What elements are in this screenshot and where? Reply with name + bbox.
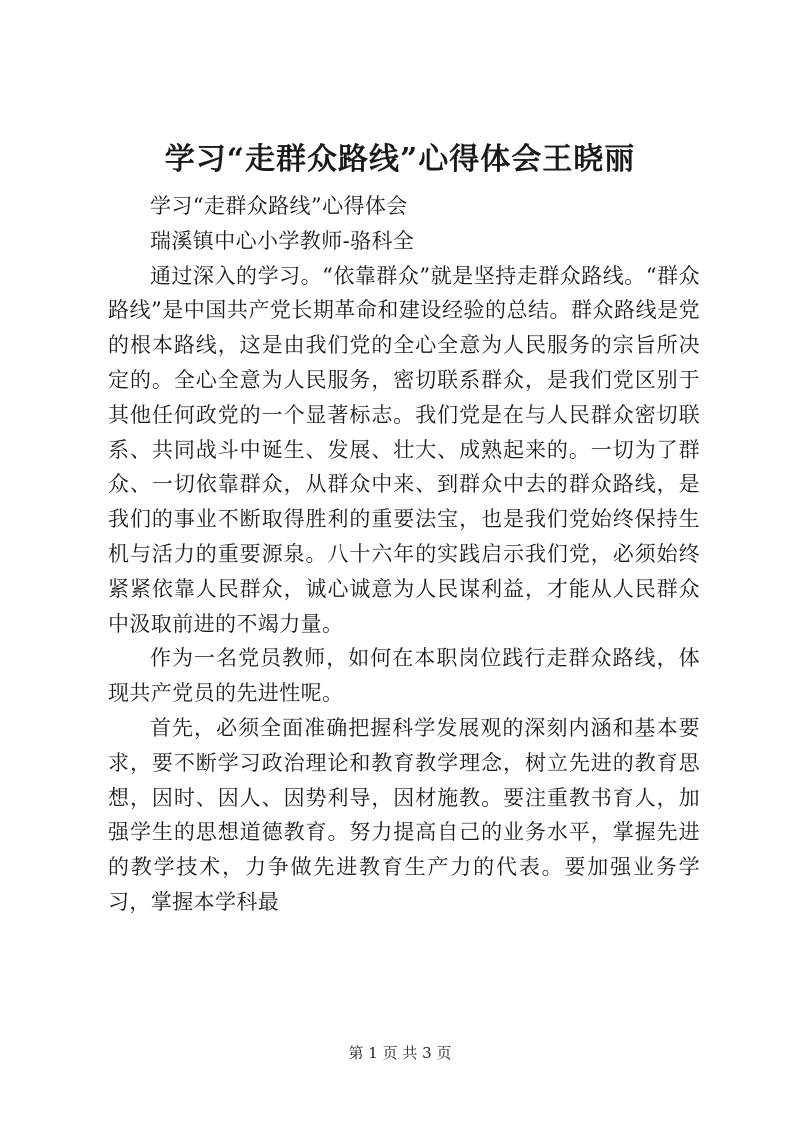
document-body (108, 189, 700, 920)
paragraph-2: 作为一名党员教师，如何在本职岗位践行走群众路线，体现共产党员的先进性呢。 (108, 646, 700, 706)
paragraph-author: 瑞溪镇中心小学教师-骆科全 (150, 228, 415, 253)
document-title: 学习“走群众路线”心得体会王晓丽 (164, 142, 636, 177)
paragraph-subtitle: 学习“走群众路线”心得体会 (150, 194, 408, 218)
page-number-footer: 第 1 页 共 3 页 (348, 1044, 452, 1062)
paragraph-1: 通过深入的学习。“依靠群众”就是坚持走群众路线。“群众路线”是中国共产党长期革命和建设经验的总结。群众路线是党的根本路线，这是由我们党的全心全意为人民服务的宗旨所决定的。全心全意为人民服务，密切联系群众，是我们党区别于其他任何政党的一个显著标志。我们党是在与人民群众密切联系、共同战斗中诞生、发展、壮大、成熟起来的。一切为了群众、一切依靠群众，从群众中来、到群众中去的群众路线，是我们的事业不断取得胜利的重要法宝，也是我们党始终保持生机与活力的重要源泉。八十六年的实践启示我们党，必须始终紧紧依靠人民群众，诚心诚意为人民谋利益，才能从人民群众中汲取前进的不竭力量。 (108, 263, 700, 636)
paragraph-3: 首先，必须全面准确把握科学发展观的深刻内涵和基本要求，要不断学习政治理论和教育教学理念，树立先进的教育思想，因时、因人、因势利导，因材施教。要注重教书育人，加强学生的思想道德教育。努力提高自己的业务水平，掌握先进的教学技术，力争做先进教育生产力的代表。要加强业务学习，掌握本学科最 (108, 715, 700, 914)
